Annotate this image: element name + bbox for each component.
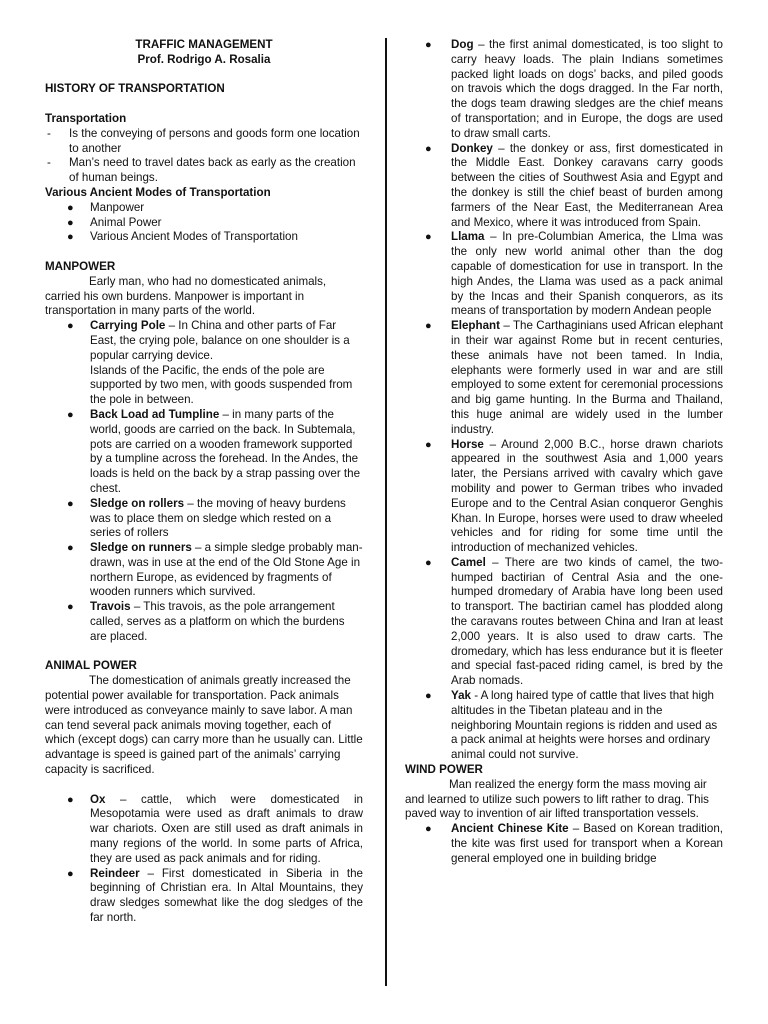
item-term: Horse <box>451 437 484 451</box>
item-text: – the moving of heavy burdens was to place them on sledge which rested on a series of rollers <box>90 496 346 540</box>
item-term: Ancient Chinese Kite <box>451 822 569 836</box>
item-text: – Based on Korean tradition, the kite was first used for transport when a Korean general employed one in building bridge <box>451 822 723 865</box>
bullet-icon: ● <box>67 408 74 421</box>
item-text: – cattle, which were domesticated in Mesopotamia were used as draft animals to draw war chariots. Oxen are still used as draft animals in many regions of the world. In some parts of Africa, they are used as pack animals and for riding. <box>90 792 363 865</box>
animal-item <box>405 556 723 689</box>
animal-intro: The domestication of animals greatly increased the potential power available for transportation. Pack animals were introduced as conveyance mainly to save labor. A man can tend several pack animals moving together, each of which (except dogs) can carry more than he usually can. Little advantage is speed is gained part of the animals’ carrying capacity is sacrificed. <box>45 674 363 777</box>
item-term: Sledge on runners <box>90 541 192 555</box>
mode-item <box>45 230 363 245</box>
item-term: Sledge on rollers <box>90 496 185 510</box>
animal-item <box>405 142 723 231</box>
item-text: – In pre-Columbian America, the Llma was the only new world animal other than the dog capable of domestication for use in transport. In the high Andes, the Llama was used as a pack animal by the Incas and their Spanish conquerors, as its means of transportation by modern Andean people <box>451 230 723 318</box>
bullet-icon: ● <box>67 867 74 880</box>
bullet-icon: ● <box>67 497 74 510</box>
animal-item <box>45 793 363 867</box>
bullet-icon: ● <box>67 320 74 333</box>
wind-item <box>405 822 723 866</box>
item-term: Dog <box>451 38 474 51</box>
item-text: – The Carthaginians used African elephant in their war against Rome but in recent centuries, these animals have not been tamed. In India, elephants were formerly used in war and are still employed to some extent for ceremonial processions and big game hunting. In the Burma and Thailand, this huge animal are widely used in the lumber industry. <box>451 319 723 436</box>
item-text: – in many parts of the world, goods are carried on the back. In Subtemala, pots are carried on a wooden framework supported by a tumpline across the forehead. In the Andes, the loads is held on the back by a strap passing over the chest. <box>90 407 361 495</box>
animal-heading: ANIMAL POWER <box>45 659 137 673</box>
left-column <box>45 38 363 926</box>
animal-item <box>405 689 723 763</box>
transportation-heading: Transportation <box>45 111 127 125</box>
item-text: – First domesticated in Siberia in the beginning of Christian era. In Altal Mountains, they draw sledges somewhat like the dog sledges of the far north. <box>90 866 363 925</box>
bullet-icon: ● <box>425 142 432 155</box>
bullet-icon: ● <box>425 320 432 333</box>
mode-item-text: Animal Power <box>90 215 162 229</box>
item-text: – There are two kinds of camel, the two-humped bactirian of Central Asia and the one-humped dromedary of Arabia have long been used to transport. The bactirian camel has plodded along the caravans routes between China and Iran at least 2,000 years. It is also used to draw carts. The dromedary, which has less endurance but it is fleeter and special fast-paced riding camel, is bred by the Arab nomads. <box>451 555 723 688</box>
animal-item <box>405 38 723 142</box>
item-text: – the first animal domesticated, is too slight to carry heavy loads. The plain Indians sometimes packed light loads on dogs’ backs, and piled goods on travois which the dogs dragged. In the Far north, the dogs team drawing sledges are the chief means of transportation; and in Europe, the dogs are used to draw small carts. <box>451 38 723 140</box>
wind-heading: WIND POWER <box>405 763 483 777</box>
manpower-item <box>45 541 363 600</box>
dash-marker: - <box>47 126 51 140</box>
item-text: – the donkey or ass, first domesticated in the Middle East. Donkey caravans carry goods between the cities of Southwest Asia and Egypt and the donkey is still the chief beast of burden among farmers of the Near East, the Mediterranean Area and Mexico, where it was introduced from Spain. <box>451 141 723 229</box>
bullet-icon: ● <box>425 823 432 836</box>
item-term: Llama <box>451 230 485 244</box>
animal-item <box>45 867 363 926</box>
dash-marker: - <box>47 156 51 170</box>
manpower-item <box>45 497 363 541</box>
bullet-icon: ● <box>67 231 74 244</box>
item-term: Carrying Pole <box>90 319 166 333</box>
dash-item-text: Man’s need to travel dates back as early as the creation of human beings. <box>69 156 356 185</box>
mode-item-text: Manpower <box>90 200 145 214</box>
manpower-item <box>45 600 363 644</box>
bullet-icon: ● <box>67 793 74 806</box>
animal-item <box>405 319 723 437</box>
item-term: Travois <box>90 600 131 614</box>
dash-item-text: Is the conveying of persons and goods form one location to another <box>69 126 360 155</box>
manpower-heading: MANPOWER <box>45 259 116 273</box>
history-heading: HISTORY OF TRANSPORTATION <box>45 82 225 96</box>
column-divider <box>385 38 387 986</box>
item-extra: Islands of the Pacific, the ends of the pole are supported by two men, with goods suspended from the pole in between. <box>90 363 353 407</box>
item-text: - A long haired type of cattle that lives that high altitudes in the Tibetan plateau and in the neighboring Mountain regions is ridden and used as a pack animal at heights were horses and ordinary animal could not survive. <box>451 689 718 762</box>
mode-item-text: Various Ancient Modes of Transportation <box>90 230 298 244</box>
dash-item <box>45 156 363 186</box>
manpower-item <box>45 408 363 497</box>
right-column <box>405 38 723 867</box>
bullet-icon: ● <box>425 438 432 451</box>
mode-item <box>45 216 363 231</box>
manpower-intro: Early man, who had no domesticated animals, carried his own burdens. Manpower is important in transportation in many parts of the world. <box>45 274 327 318</box>
item-term: Ox <box>90 792 106 806</box>
item-text: – a simple sledge probably man-drawn, was in use at the end of the Old Stone Age in northern Europe, as evidenced by fragments of wooden runners which survived. <box>90 541 363 599</box>
wind-intro: Man realized the energy form the mass moving air and learned to utilize such powers to lift rather to drag. This paved way to invention of air lifted transportation vessels. <box>405 777 709 821</box>
bullet-icon: ● <box>425 690 432 703</box>
mode-item <box>45 201 363 216</box>
item-text: – This travois, as the pole arrangement called, serves as a platform on which the burdens are placed. <box>90 600 345 643</box>
modes-heading: Various Ancient Modes of Transportation <box>45 185 271 199</box>
bullet-icon: ● <box>425 556 432 569</box>
item-term: Elephant <box>451 319 500 333</box>
item-text: – Around 2,000 B.C., horse drawn chariots appeared in the southwest Asia and 1,000 years later, the Persians arrived with cavalry which gave mobility and power to German tribes who invaded Europe and to the Central Asian conqueror Genghis Khan. In Europe, horses were used to draw wheeled vehicles and for riding for some time until the introduction of mechanized vehicles. <box>451 437 723 555</box>
item-term: Donkey <box>451 141 493 155</box>
animal-item <box>405 438 723 556</box>
document-author: Prof. Rodrigo A. Rosalia <box>137 52 271 66</box>
document-title: TRAFFIC MANAGEMENT <box>135 38 273 51</box>
bullet-icon: ● <box>67 216 74 229</box>
manpower-item <box>45 319 363 408</box>
item-term: Camel <box>451 555 486 569</box>
animal-item <box>405 230 723 319</box>
dash-item <box>45 127 363 157</box>
bullet-icon: ● <box>425 231 432 244</box>
item-text: – In China and other parts of Far East, the crying pole, balance on one shoulder is a popular carrying device. <box>90 319 350 362</box>
bullet-icon: ● <box>425 39 432 51</box>
item-term: Back Load ad Tumpline <box>90 407 220 421</box>
bullet-icon: ● <box>67 601 74 614</box>
bullet-icon: ● <box>67 542 74 555</box>
bullet-icon: ● <box>67 201 74 214</box>
item-term: Yak <box>451 689 471 703</box>
item-term: Reindeer <box>90 866 140 880</box>
